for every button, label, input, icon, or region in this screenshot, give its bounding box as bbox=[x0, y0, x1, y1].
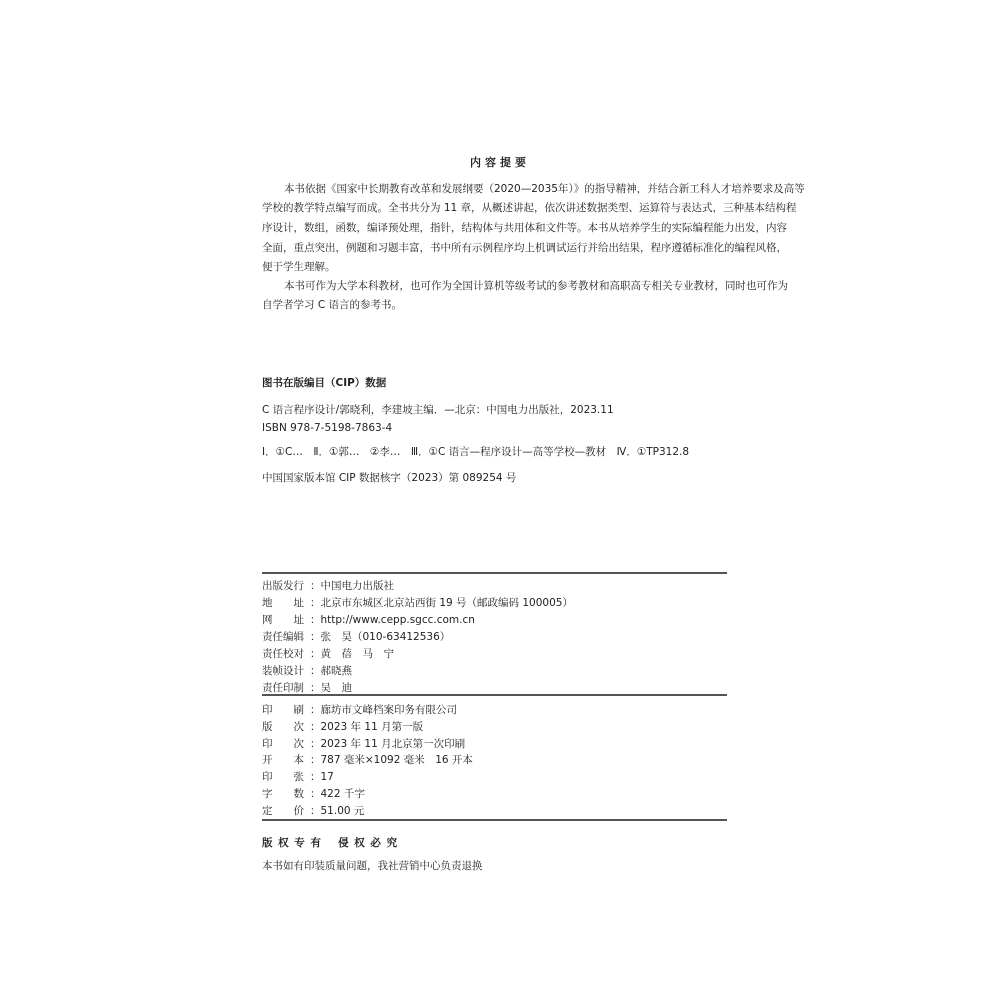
cip-heading: 图书在版编目（CIP）数据 bbox=[262, 377, 387, 389]
publisher-row bbox=[262, 664, 728, 678]
summary-line: 序设计，数组，函数，编译预处理，指针，结构体与共用体和文件等。本书从培养学生的实际编程能力出发，内容 bbox=[262, 222, 787, 234]
field-value: 吴 迪 bbox=[320, 682, 352, 694]
colon: ： bbox=[310, 804, 321, 817]
field-label: 出版发行 bbox=[262, 580, 304, 592]
field-label: 责任校对 bbox=[262, 648, 304, 660]
cip-classification: Ⅰ．①C… Ⅱ．①郭… ②李… Ⅲ．①C 语言—程序设计—高等学校—教材 Ⅳ．①TP312.8 bbox=[262, 446, 690, 458]
field-value: 2023 年 11 月北京第一次印刷 bbox=[320, 737, 466, 750]
field-value: 422 千字 bbox=[320, 788, 365, 800]
field-label: 印 次 bbox=[262, 737, 304, 750]
field-label: 印 刷 bbox=[262, 704, 304, 716]
colon: ： bbox=[310, 788, 321, 800]
colon: ： bbox=[310, 720, 321, 733]
summary-line: 本书依据《国家中长期教育改革和发展纲要（2020—2035年）》的指导精神，并结合新工科人才培养要求及高等 bbox=[284, 183, 805, 195]
field-value: 张 昊（010-63412536） bbox=[320, 631, 451, 643]
cip-entry: C 语言程序设计/郭晓利，李建坡主编．—北京：中国电力出版社，2023.11 bbox=[262, 404, 614, 416]
summary-line: 学校的教学特点编写而成。全书共分为 11 章，从概述讲起，依次讲述数据类型、运算符与表达式，三种基本结构程 bbox=[262, 202, 797, 214]
summary-line: 本书可作为大学本科教材，也可作为全国计算机等级考试的参考教材和高职高专相关专业教材，同时也可作为 bbox=[284, 280, 788, 292]
field-label: 字 数 bbox=[262, 788, 304, 800]
cip-record: 中国国家版本馆 CIP 数据核字（2023）第 089254 号 bbox=[262, 472, 517, 484]
field-value: 2023 年 11 月第一版 bbox=[320, 720, 424, 733]
printing-row bbox=[262, 720, 728, 734]
copyright-heading: 版 权 专 有 侵 权 必 究 bbox=[262, 837, 399, 849]
colon: ： bbox=[310, 631, 321, 643]
field-value: 中国电力出版社 bbox=[320, 580, 394, 592]
colon: ： bbox=[310, 580, 321, 592]
field-label: 责任编辑 bbox=[262, 631, 304, 643]
divider bbox=[262, 572, 727, 574]
field-value: http://www.cepp.sgcc.com.cn bbox=[320, 614, 475, 626]
cip-isbn: ISBN 978-7-5198-7863-4 bbox=[262, 422, 393, 434]
field-value: 廊坊市文峰档案印务有限公司 bbox=[320, 704, 457, 716]
field-value: 郝晓燕 bbox=[320, 665, 352, 677]
printing-row bbox=[262, 770, 728, 784]
colon: ： bbox=[310, 597, 321, 609]
printing-row bbox=[262, 804, 728, 818]
field-value: 北京市东城区北京站西街 19 号（邮政编码 100005） bbox=[320, 597, 573, 609]
publisher-row bbox=[262, 681, 728, 695]
colon: ： bbox=[310, 771, 321, 784]
publisher-row bbox=[262, 630, 728, 644]
publisher-row bbox=[262, 596, 728, 610]
field-label: 网 址 bbox=[262, 614, 304, 626]
printing-row bbox=[262, 703, 728, 717]
colon: ： bbox=[310, 665, 321, 677]
summary-line: 便于学生理解。 bbox=[262, 261, 336, 273]
colon: ： bbox=[310, 682, 321, 694]
field-label: 地 址 bbox=[262, 597, 304, 609]
printing-row bbox=[262, 787, 728, 801]
field-label: 开 本 bbox=[262, 754, 304, 767]
summary-line: 自学者学习 C 语言的参考书。 bbox=[262, 299, 403, 311]
field-label: 定 价 bbox=[262, 804, 304, 817]
field-label: 印 张 bbox=[262, 771, 304, 784]
colon: ： bbox=[310, 754, 321, 767]
field-value: 黄 蓓 马 宁 bbox=[320, 648, 394, 660]
publisher-row bbox=[262, 579, 728, 593]
publisher-row bbox=[262, 613, 728, 627]
copyright-notice: 本书如有印装质量问题，我社营销中心负责退换 bbox=[262, 860, 483, 872]
divider bbox=[262, 694, 727, 696]
field-value: 17 bbox=[320, 771, 334, 784]
field-label: 装帧设计 bbox=[262, 665, 304, 677]
colon: ： bbox=[310, 648, 321, 660]
field-value: 51.00 元 bbox=[320, 804, 365, 817]
summary-title: 内容提要 bbox=[470, 156, 530, 169]
field-value: 787 毫米×1092 毫米 16 开本 bbox=[320, 754, 473, 767]
divider bbox=[262, 819, 727, 821]
field-label: 版 次 bbox=[262, 720, 304, 733]
field-label: 责任印制 bbox=[262, 682, 304, 694]
publisher-row bbox=[262, 647, 728, 661]
colon: ： bbox=[310, 614, 321, 626]
colon: ： bbox=[310, 737, 321, 750]
colon: ： bbox=[310, 704, 321, 716]
printing-row bbox=[262, 753, 728, 767]
summary-line: 全面，重点突出，例题和习题丰富，书中所有示例程序均上机调试运行并给出结果，程序遵循标准化的编程风格， bbox=[262, 242, 787, 254]
printing-row bbox=[262, 737, 728, 751]
